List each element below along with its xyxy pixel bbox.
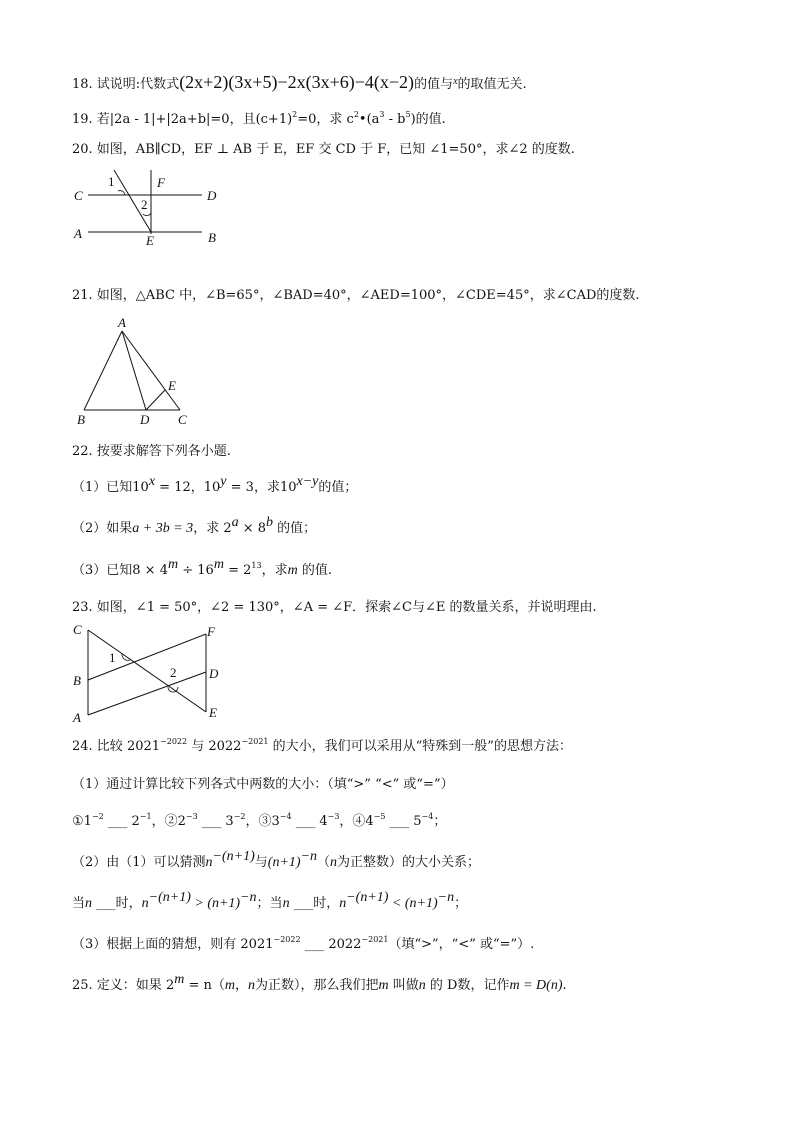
- label-b: B: [77, 412, 85, 427]
- label-a: A: [74, 226, 82, 241]
- question-22: 22. 按要求解答下列各小题.: [72, 444, 231, 459]
- label-a: A: [118, 315, 126, 330]
- question-24-part-3: （3）根据上面的猜想，则有 $2021^{-2022}$ ___ $2022^{-2021}$（填“>”，“<” 或“=”）.: [72, 935, 535, 952]
- q21-figure: [76, 316, 196, 428]
- question-24-part-1-items: $①1^{-2}$ ___ $2^{-1}$，$②2^{-3}$ ___ $3^{-2}$，$③3^{-4}$ ___ $4^{-3}$，$④4^{-5}$ ___ $5^{-4}$；: [72, 812, 447, 829]
- question-18: 18. 试说明:代数式(2x+2)(3x+5)−2x(3x+6)−4(x−2)的值与$^x$的取值无关.: [72, 72, 527, 92]
- label-b: B: [208, 230, 216, 245]
- line-ad: [88, 672, 206, 715]
- label-f: F: [157, 175, 165, 190]
- question-22-part-1: （1）已知$10^x = 12$，$10^y = 3$，求$10^{x-y}$的值；: [72, 474, 358, 495]
- label-d: D: [140, 412, 150, 427]
- segment-de: [146, 390, 165, 410]
- question-24-part-2-conditions: 当n ___时，$n^{-(n+1)} > (n+1)^{-n}$；当n ___时，$n^{-(n+1)} < (n+1)^{-n}$；: [72, 890, 468, 911]
- angle-2-arc: [143, 213, 151, 216]
- label-f: F: [207, 624, 215, 639]
- label-e: E: [209, 705, 217, 720]
- label-d: D: [207, 188, 217, 203]
- label-angle-1: 1: [108, 174, 115, 189]
- label-angle-2: 2: [170, 665, 177, 680]
- line-ce: [88, 630, 206, 712]
- side-ac: [122, 331, 180, 410]
- question-24: 24. 比较 $2021^{-2022}$ 与 $2022^{-2021}$ 的大小，我们可以采用从“特殊到一般”的思想方法：: [72, 737, 572, 754]
- q23-figure: [70, 620, 230, 724]
- label-a: A: [73, 710, 81, 725]
- label-c: C: [74, 188, 83, 203]
- q18-text: 18. 试说明:代数式: [72, 77, 180, 92]
- side-ab: [84, 331, 122, 410]
- label-c: C: [73, 622, 82, 637]
- question-19: 19. 若|2a - 1|+|2a+b|=0，且$(c+1)^2=0$，求 $c^2•(a^3 - b^5)$的值.: [72, 110, 446, 127]
- angle-1-arc: [118, 191, 125, 195]
- question-20: 20. 如图，AB∥CD，EF ⊥ AB 于 E，EF 交 CD 于 F，已知 ∠1=50°，求∠2 的度数.: [72, 142, 575, 157]
- question-24-part-2: （2）由（1）可以猜测$n^{-(n+1)}$与$(n+1)^{-n}(n$为正整数）的大小关系；: [72, 849, 481, 870]
- label-c: C: [178, 412, 187, 427]
- q18-expression: (2x+2)(3x+5)−2x(3x+6)−4(x−2): [179, 72, 415, 92]
- question-22-part-3: （3）已知$8 \times 4^m \div 16^m = 2^{13}$，求m 的值.: [72, 557, 332, 578]
- question-23: 23. 如图，∠1 = 50°，∠2 = 130°，∠A = ∠F．探索∠C与∠E 的数量关系，并说明理由.: [72, 600, 597, 615]
- label-angle-2: 2: [141, 197, 148, 212]
- question-24-part-1: （1）通过计算比较下列各式中两数的大小：（填“>” “<” 或“=”）: [72, 777, 454, 792]
- label-d: D: [209, 666, 219, 681]
- question-21: 21. 如图，△ABC 中，∠B=65°，∠BAD=40°，∠AED=100°，∠CDE=45°，求∠CAD的度数.: [72, 288, 640, 303]
- label-b: B: [73, 673, 81, 688]
- question-25: 25. 定义：如果 $2^m = n(m$，n为正数），那么我们把m 叫做n 的 D数，记作m = D(n).: [72, 972, 567, 993]
- label-angle-1: 1: [109, 650, 116, 665]
- label-e: E: [168, 378, 176, 393]
- q20-figure: [70, 166, 230, 246]
- label-e: E: [146, 233, 154, 248]
- line-bf: [88, 634, 206, 680]
- segment-ad: [122, 331, 146, 410]
- question-22-part-2: （2）如果a + 3b = 3，求 $2^a \times 8^b$ 的值；: [72, 515, 317, 536]
